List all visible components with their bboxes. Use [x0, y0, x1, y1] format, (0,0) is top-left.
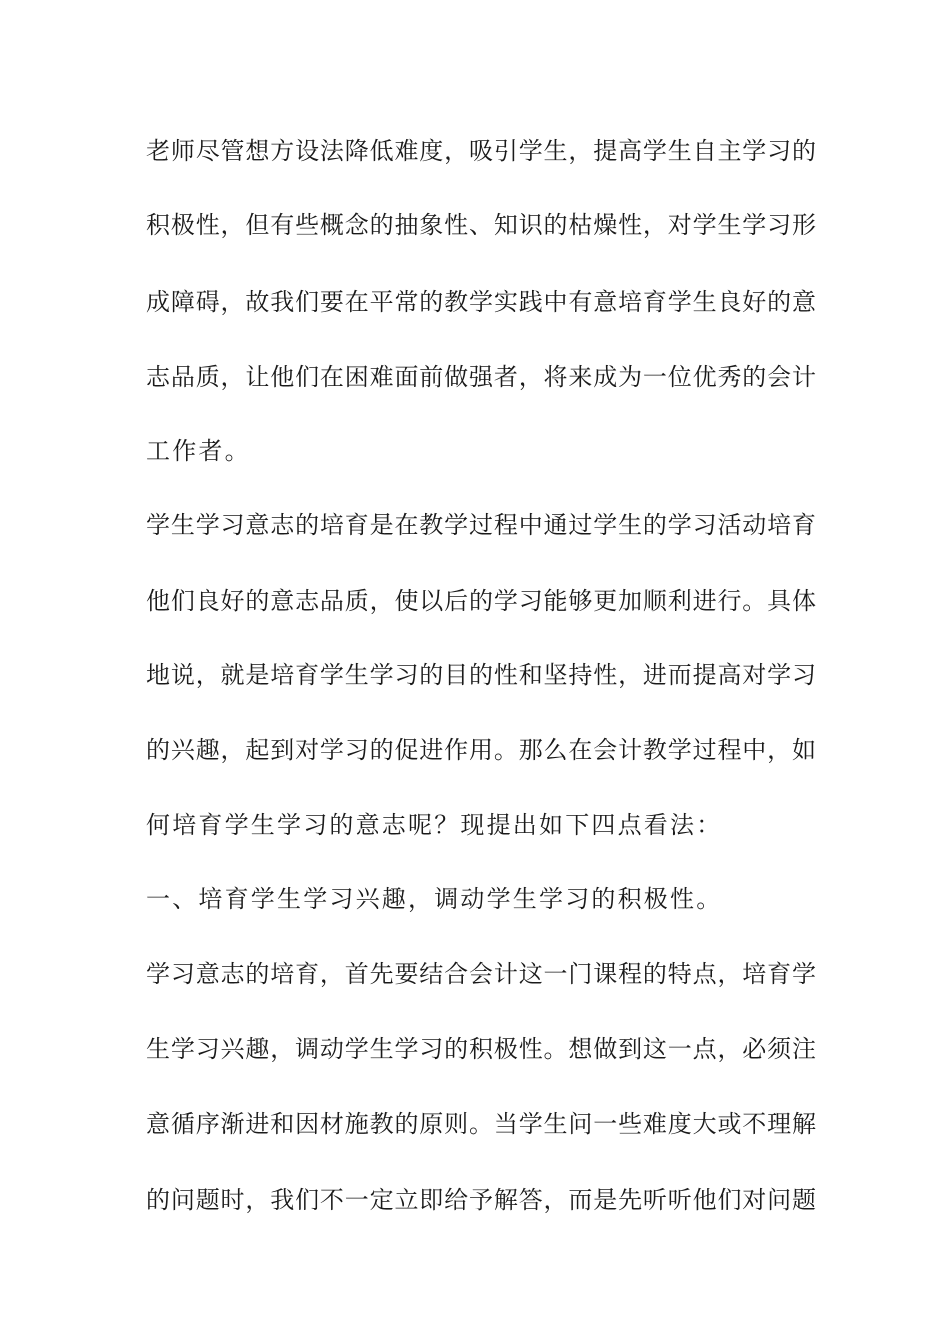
- text-line-10: 何培育学生学习的意志呢？现提出如下四点看法：: [146, 811, 723, 839]
- text-line-1: 老师尽管想方设法降低难度，吸引学生，提高学生自主学习的: [146, 137, 816, 165]
- section-heading: 一、培育学生学习兴趣，调动学生学习的积极性。: [146, 885, 723, 913]
- text-line-4: 志品质，让他们在困难面前做强者，将来成为一位优秀的会计: [146, 363, 816, 391]
- text-line-7: 他们良好的意志品质，使以后的学习能够更加顺利进行。具体: [146, 587, 816, 615]
- text-line-14: 意循序渐进和因材施教的原则。当学生问一些难度大或不理解: [146, 1110, 816, 1138]
- text-line-13: 生学习兴趣，调动学生学习的积极性。想做到这一点，必须注: [146, 1035, 816, 1063]
- text-line-8: 地说，就是培育学生学习的目的性和坚持性，进而提高对学习: [146, 661, 816, 689]
- text-line-9: 的兴趣，起到对学习的促进作用。那么在会计教学过程中，如: [146, 736, 816, 764]
- text-line-5: 工作者。: [146, 437, 251, 465]
- text-line-6: 学生学习意志的培育是在教学过程中通过学生的学习活动培育: [146, 511, 816, 539]
- text-line-15: 的问题时，我们不一定立即给予解答，而是先听听他们对问题: [146, 1186, 816, 1214]
- text-line-2: 积极性，但有些概念的抽象性、知识的枯燥性，对学生学习形: [146, 211, 816, 239]
- text-line-12: 学习意志的培育，首先要结合会计这一门课程的特点，培育学: [146, 960, 816, 988]
- text-line-3: 成障碍，故我们要在平常的教学实践中有意培育学生良好的意: [146, 288, 816, 316]
